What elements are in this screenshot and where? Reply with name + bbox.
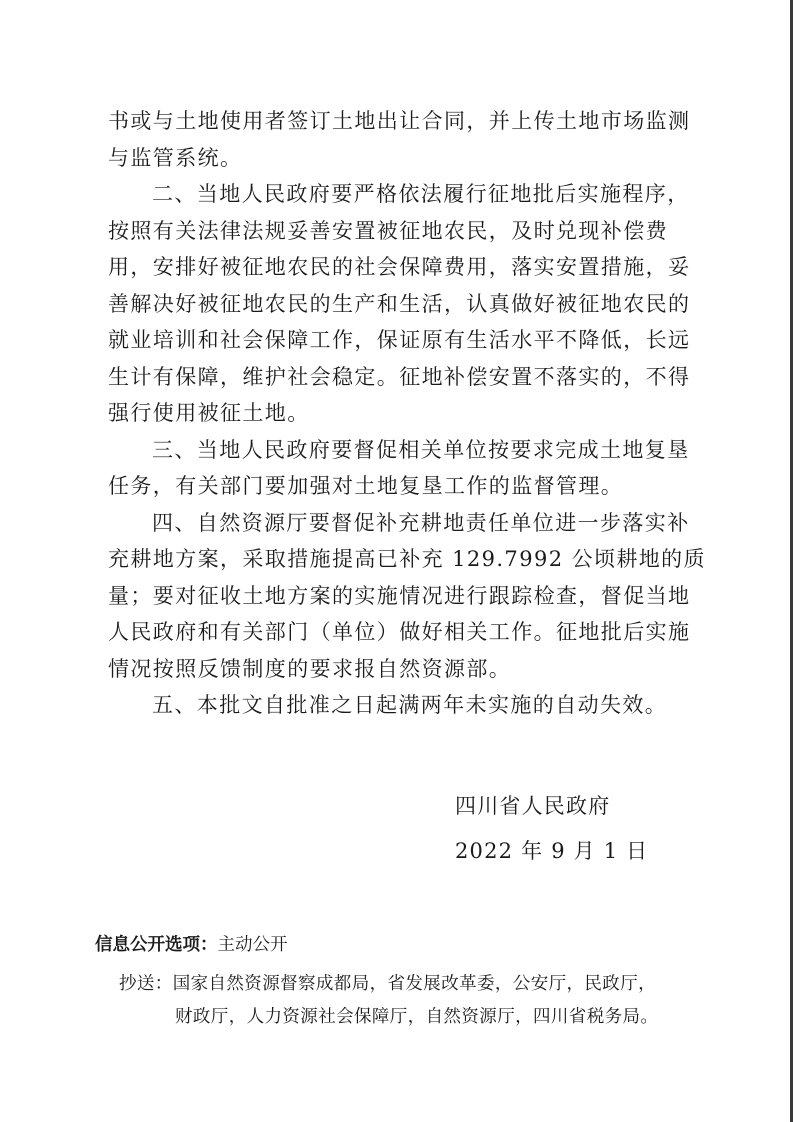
paragraph-continuation: 书或与土地使用者签订土地出让合同，并上传土地市场监测与监管系统。 — [108, 109, 691, 170]
cc-list — [95, 968, 705, 1034]
disclosure-value: 主动公开 — [217, 935, 288, 955]
issuing-organization: 四川省人民政府 — [455, 794, 611, 818]
disclosure-option — [95, 932, 705, 958]
signature-block — [455, 785, 705, 872]
document-footer — [95, 932, 705, 1034]
paragraph-item-3: 三、当地人民政府要督促相关单位按要求完成土地复垦任务，有关部门要加强对土地复垦工作的监督管理。 — [108, 437, 690, 498]
issue-date: 2022 年 9 月 1 日 — [455, 839, 649, 863]
paragraph-item-2: 二、当地人民政府要严格依法履行征地批后实施程序，按照有关法律法规妥善安置被征地农民，及时兑现补偿费用，安排好被征地农民的社会保障费用，落实安置措施，妥善解决好被征地农民的生产和生活，认真做好被征地农民的就业培训和社会保障工作，保证原有生活水平不降低，长远生计有保障，维护社会稳定。征地补偿安置不落实的，不得强行使用被征土地。 — [108, 182, 691, 425]
paragraph-item-5: 五、本批文自批准之日起满两年未实施的自动失效。 — [152, 693, 668, 717]
cc-recipients-line2: 财政厅，人力资源社会保障厅，自然资源厅，四川省税务局。 — [175, 1007, 659, 1027]
cc-label: 抄送： — [119, 974, 173, 994]
cc-recipients-line1: 国家自然资源督察成都局，省发展改革委，公安厅，民政厅， — [172, 974, 657, 994]
document-body — [108, 103, 708, 724]
disclosure-label: 信息公开选项： — [95, 935, 218, 955]
paragraph-item-4: 四、自然资源厅要督促补充耕地责任单位进一步落实补充耕地方案，采取措施提高已补充 129.7992 公顷耕地的质量；要对征收土地方案的实施情况进行跟踪检查，督促当地人民政府和有关部门（单位）做好相关工作。征地批后实施情况按照反馈制度的要求报自然资源部。 — [108, 510, 706, 681]
